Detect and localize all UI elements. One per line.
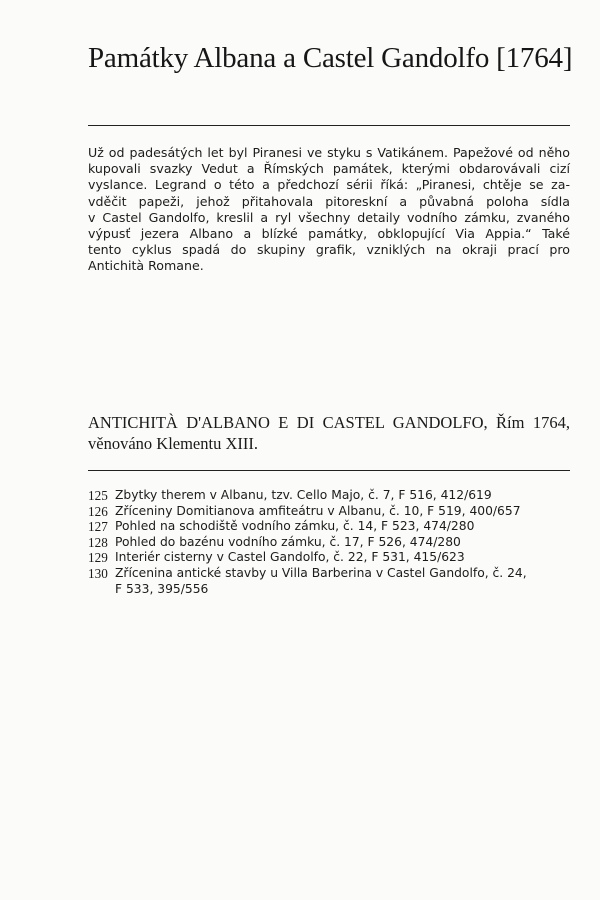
intro-line: výpusť jezera Albano a blízké památky, obklopující Via Appia.“ Také (88, 226, 570, 242)
plate-description (115, 550, 572, 566)
plate-entry (88, 566, 572, 597)
intro-line: Antichità Romane. (88, 258, 204, 274)
plate-description-line: Pohled na schodiště vodního zámku, č. 14, F 523, 474/280 (115, 519, 475, 534)
plate-entry (88, 519, 572, 535)
plate-number: 126 (88, 503, 108, 519)
intro-line: tento cyklus spadá do skupiny grafik, vzniklých na okraji prací pro (88, 242, 570, 258)
plate-number: 130 (88, 565, 108, 581)
intro-line: vděčit papeži, jehož přitahovala pitoreskní a půvabná poloha sídla (88, 193, 570, 209)
intro-line: kupovali svazky Vedut a Římských památek, kterými obdarovávali cizí (88, 161, 570, 177)
collection-heading (88, 412, 570, 454)
plate-number: 127 (88, 519, 108, 535)
title-divider (88, 125, 570, 126)
plate-description-line: Zřícenina antické stavby u Villa Barberina v Castel Gandolfo, č. 24, (115, 565, 527, 580)
plate-entry (88, 504, 572, 520)
plate-number: 125 (88, 488, 108, 503)
plate-number: 128 (88, 534, 108, 550)
plate-description-line: Zbytky therem v Albanu, tzv. Cello Majo, č. 7, F 516, 412/619 (115, 488, 492, 502)
plate-entry (88, 535, 572, 551)
page-title: Památky Albana a Castel Gandolfo [1764] (88, 42, 573, 74)
plate-description-line: Pohled do bazénu vodního zámku, č. 17, F 526, 474/280 (115, 534, 461, 549)
plate-description (115, 488, 572, 504)
plate-description (115, 566, 572, 597)
plate-number: 129 (88, 550, 108, 566)
intro-paragraph (88, 145, 570, 275)
heading-divider (88, 470, 570, 471)
intro-line: Už od padesátých let byl Piranesi ve styku s Vatikánem. Papežové od něho (88, 145, 570, 160)
plate-entry (88, 488, 572, 504)
intro-line: vyslance. Legrand o této a předchozí sérii říká: „Piranesi, chtěje se za- (88, 177, 570, 193)
plate-description (115, 504, 572, 520)
collection-heading-line: věnováno Klementu XIII. (88, 434, 258, 453)
plate-list (88, 488, 572, 597)
plate-description (115, 535, 572, 551)
plate-description-line: Interiér cisterny v Castel Gandolfo, č. 22, F 531, 415/623 (115, 550, 465, 565)
plate-entry (88, 550, 572, 566)
intro-line: v Castel Gandolfo, kreslil a ryl všechny detaily vodního zámku, zvaného (88, 209, 570, 225)
plate-description-line: Zříceniny Domitianova amfiteátru v Albanu, č. 10, F 519, 400/657 (115, 503, 521, 518)
collection-heading-line: ANTICHITÀ D'ALBANO E DI CASTEL GANDOLFO, Řím 1764, (88, 413, 570, 432)
plate-description-line: F 533, 395/556 (115, 581, 209, 596)
plate-description (115, 519, 572, 535)
